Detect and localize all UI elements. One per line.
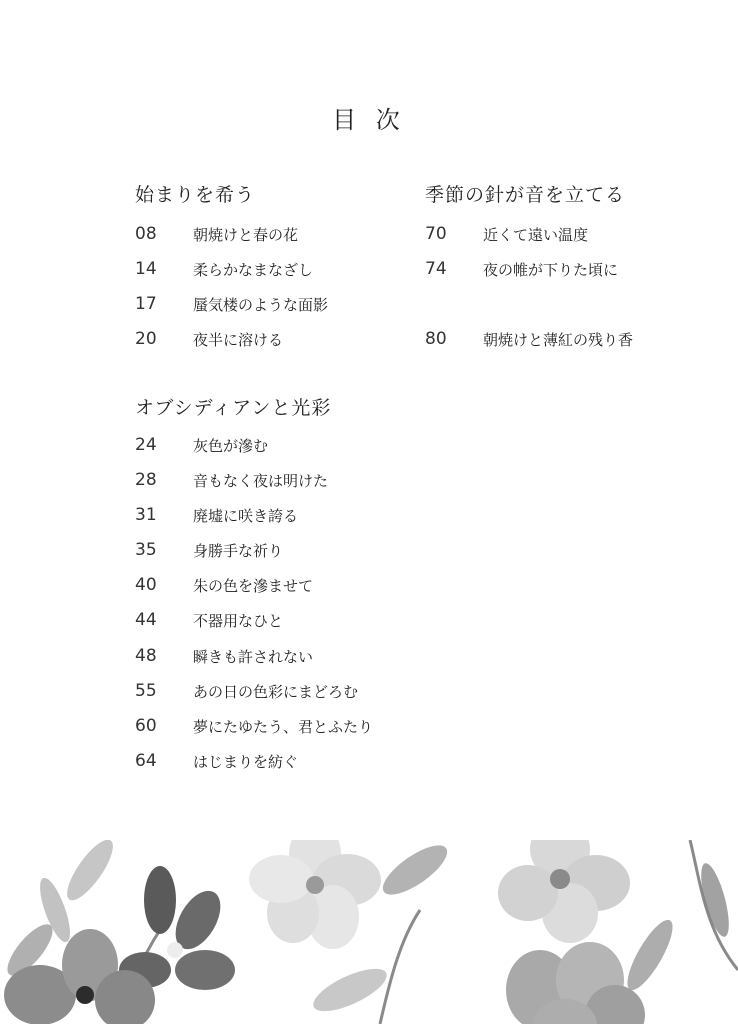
toc-entry[interactable]	[135, 608, 283, 632]
page-number: 40	[135, 575, 157, 595]
chapter-title: 瞬きも許されない	[193, 647, 314, 666]
chapter-title: 廃墟に咲き誇る	[193, 506, 299, 525]
chapter-title: 不器用なひと	[193, 611, 284, 630]
toc-entry[interactable]	[135, 257, 313, 281]
toc-title: 目 次	[332, 106, 406, 134]
toc-entry[interactable]	[135, 222, 298, 246]
page-number: 28	[135, 470, 157, 490]
page-number: 74	[425, 259, 447, 279]
chapter-title: 音もなく夜は明けた	[193, 471, 329, 490]
page-number: 17	[135, 294, 157, 314]
toc-entry[interactable]	[135, 538, 283, 562]
chapter-title: 灰色が滲む	[193, 436, 269, 455]
chapter-title: はじまりを紡ぐ	[193, 752, 299, 771]
chapter-title: 朝焼けと春の花	[193, 225, 299, 244]
toc-entry[interactable]	[135, 433, 268, 457]
page-number: 70	[425, 224, 447, 244]
toc-entry[interactable]	[135, 468, 328, 492]
toc-entry[interactable]	[135, 679, 358, 703]
chapter-title: 身勝手な祈り	[193, 541, 284, 560]
page-number: 14	[135, 259, 157, 279]
toc-entry[interactable]	[135, 714, 373, 738]
section-heading: 始まりを希う	[135, 184, 256, 206]
page-number: 35	[135, 540, 157, 560]
section-heading: 季節の針が音を立てる	[425, 184, 626, 206]
chapter-title: 夜半に溶ける	[193, 330, 284, 349]
page-number: 24	[135, 435, 157, 455]
flower-medium	[506, 942, 645, 1024]
chapter-title: 朱の色を滲ませて	[193, 576, 314, 595]
toc-entry[interactable]	[425, 257, 618, 281]
toc-entry[interactable]	[135, 327, 283, 351]
chapter-title: 近くて遠い温度	[483, 225, 589, 244]
flower-pale-center	[249, 840, 381, 949]
page-number: 80	[425, 329, 447, 349]
toc-entry[interactable]	[135, 644, 313, 668]
chapter-title: 蜃気楼のような面影	[193, 295, 329, 314]
flower-pale-right	[498, 840, 630, 943]
page-number: 44	[135, 610, 157, 630]
chapter-title: 夜の帷が下りた頃に	[483, 260, 619, 279]
chapter-title: 柔らかなまなざし	[193, 260, 314, 279]
section-heading: オブシディアンと光彩	[135, 397, 332, 419]
toc-entry[interactable]	[135, 292, 328, 316]
page-number: 64	[135, 751, 157, 771]
chapter-title: 夢にたゆたう、君とふたり	[193, 717, 374, 736]
page-number: 31	[135, 505, 157, 525]
page-number: 20	[135, 329, 157, 349]
floral-illustration	[0, 840, 738, 1024]
page-number: 48	[135, 646, 157, 666]
flower-dark	[119, 866, 235, 990]
toc-entry[interactable]	[135, 503, 298, 527]
page-number: 08	[135, 224, 157, 244]
toc-entry[interactable]	[135, 573, 313, 597]
toc-entry[interactable]	[425, 327, 633, 351]
page-number: 60	[135, 716, 157, 736]
chapter-title: あの日の色彩にまどろむ	[193, 682, 359, 701]
toc-entry[interactable]	[425, 222, 588, 246]
toc-entry[interactable]	[135, 749, 298, 773]
page-number: 55	[135, 681, 157, 701]
chapter-title: 朝焼けと薄紅の残り香	[483, 330, 634, 349]
